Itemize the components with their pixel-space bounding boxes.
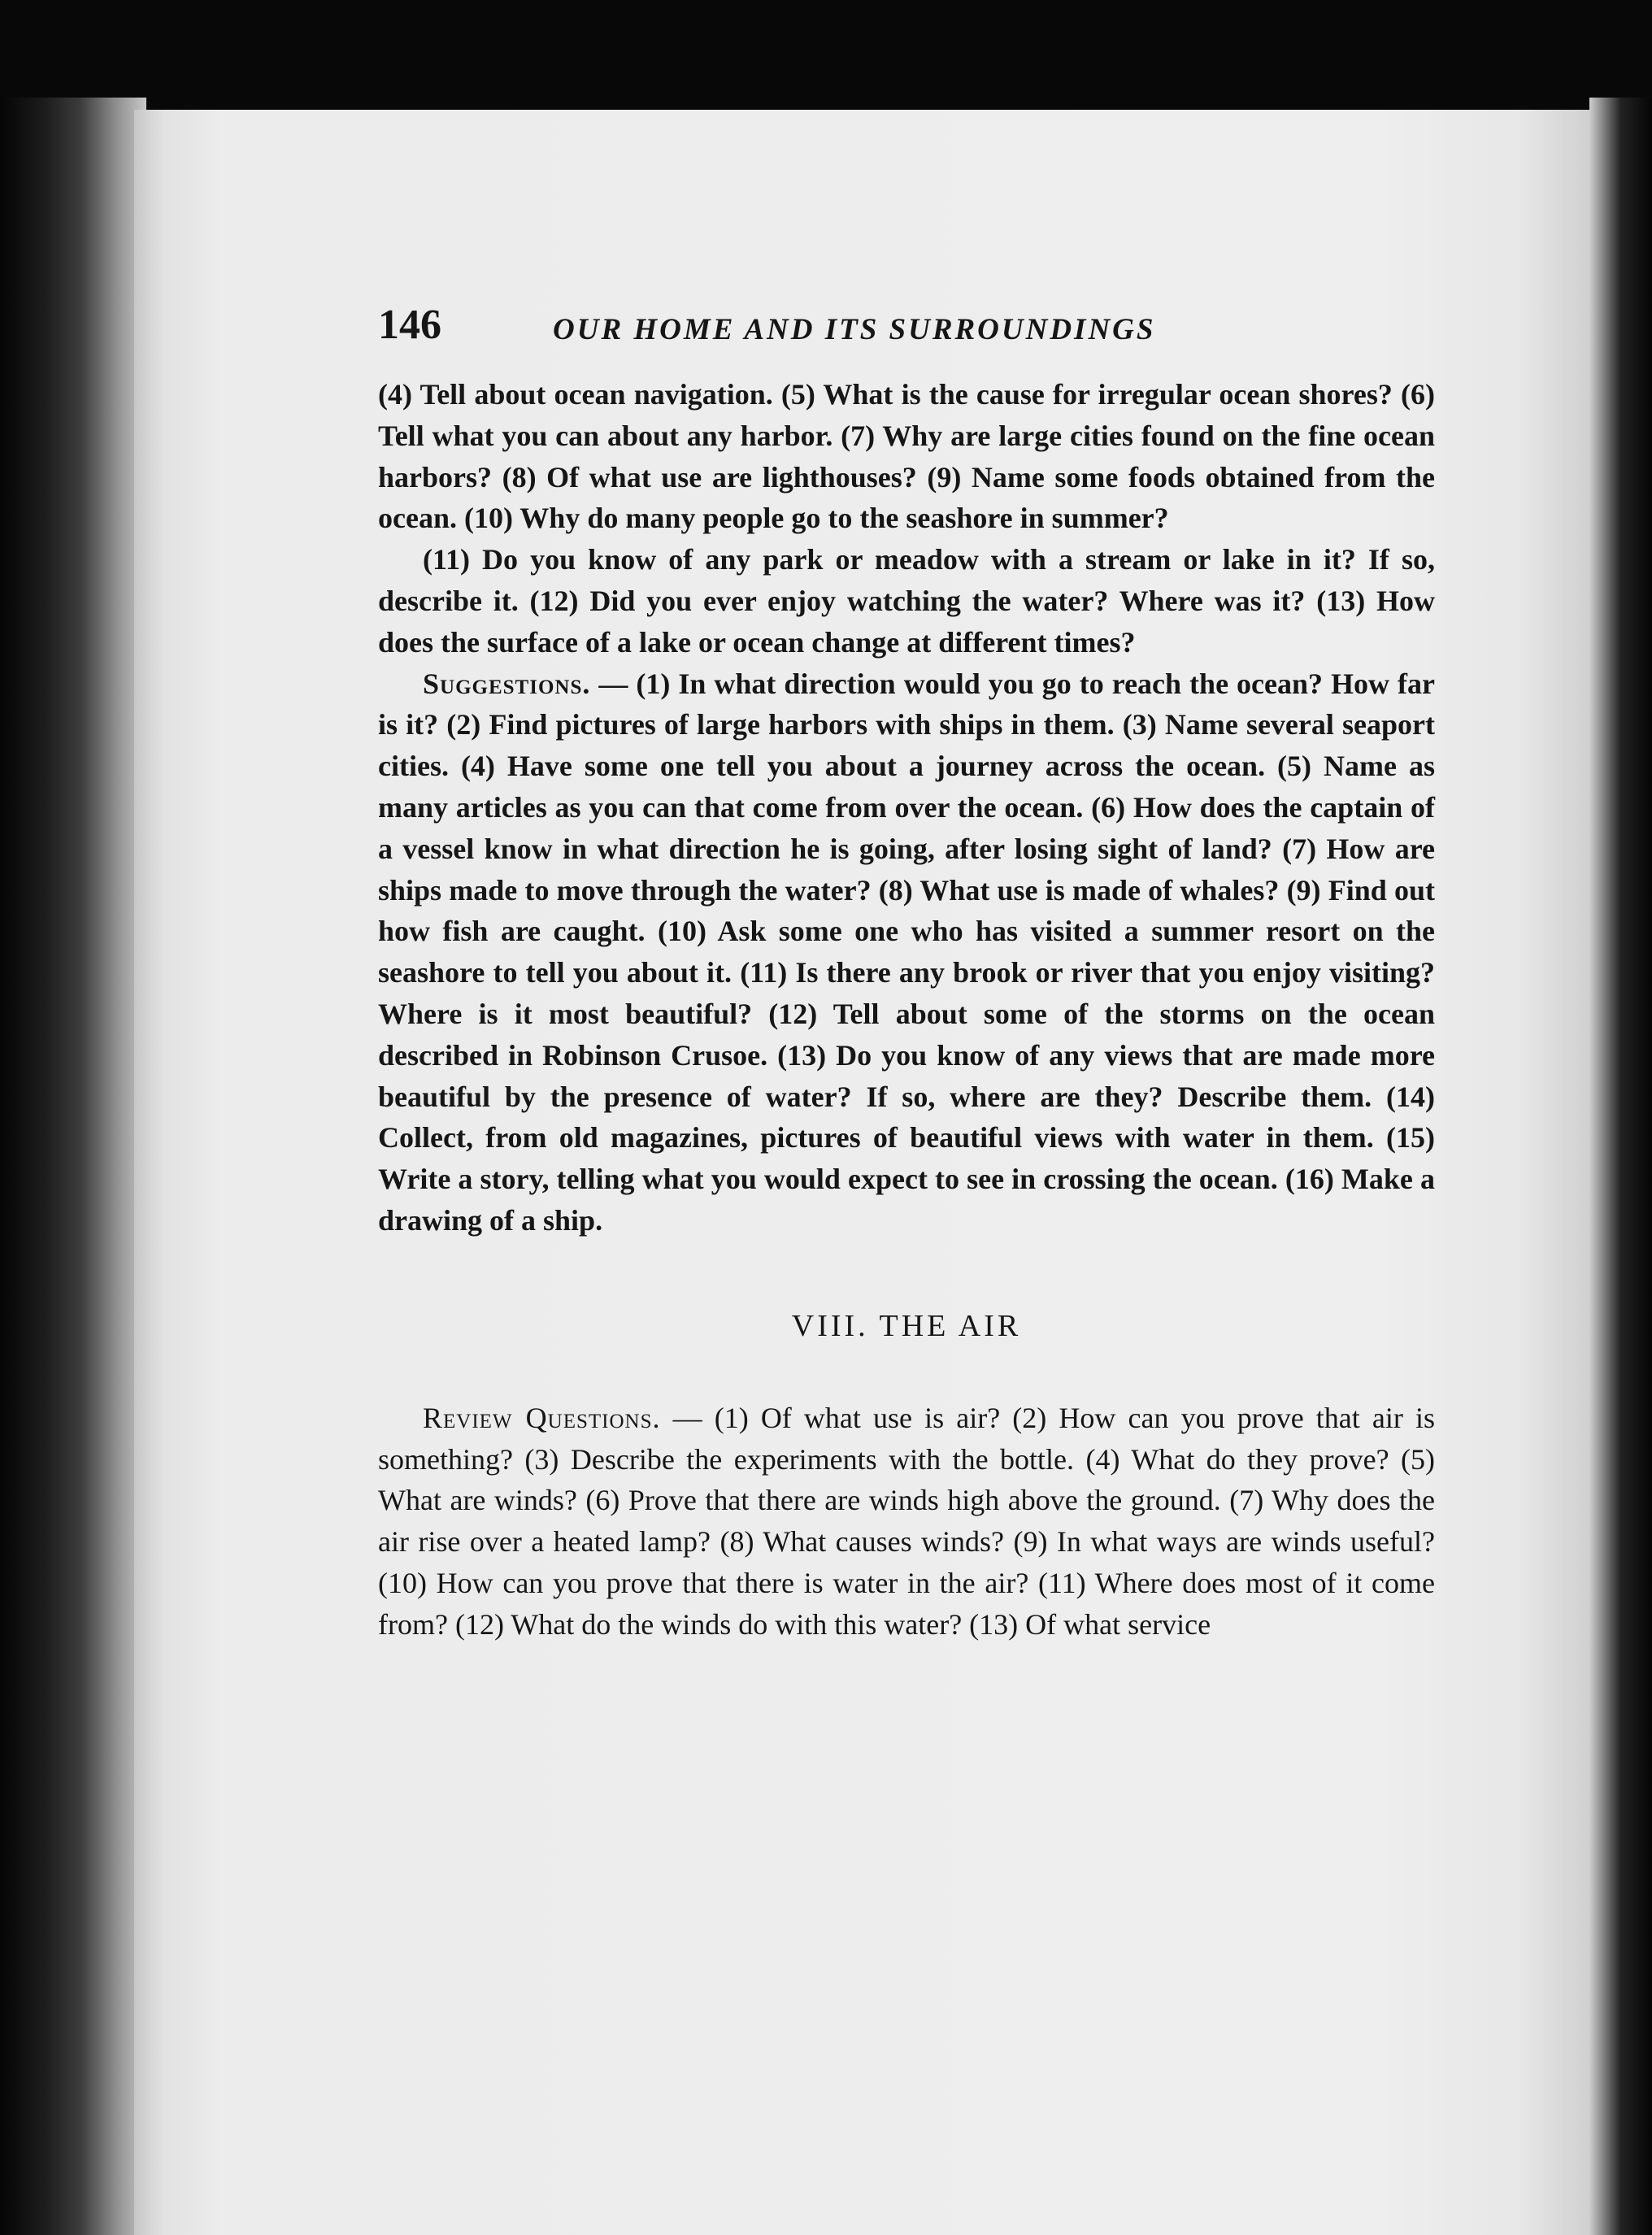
page-right-edge [1589, 98, 1652, 2235]
review-questions-text: — (1) Of what use is air? (2) How can you prove that air is something? (3) Describe the experiments with the bottle. (4) What do they prove? (5) What are winds? (6) Prove that there are winds high above the ground. (7) Why does the air rise over a heated lamp? (8) What causes winds? (9) In what ways are winds useful? (10) How can you prove that there is water in the air? (11) Where does most of it come from? (12) What do the winds do with this water? (13) Of what service [378, 1401, 1435, 1641]
suggestions-label: Suggestions. [423, 667, 591, 700]
paragraph-review-continued: (4) Tell about ocean navigation. (5) What is the cause for irregular ocean shores? (6) Tell what you can about any harbor. (7) Why are large cities found on the fine ocean harbors? (8) Of what use are lighthouses? (9) Name some foods obtained from the ocean. (10) Why do many people go to the seashore in summer? [378, 378, 1435, 535]
page-content [378, 301, 1435, 1646]
running-title: OUR HOME AND ITS SURROUNDINGS [553, 313, 1156, 346]
running-head [378, 301, 1435, 374]
paragraph-review-questions [378, 1398, 1435, 1646]
page-number: 146 [378, 302, 441, 348]
suggestions-text: — (1) In what direction would you go to reach the ocean? How far is it? (2) Find pictures of large harbors with ships in them. (3) Name several seaport cities. (4) Have some one tell you about a journey across the ocean. (5) Name as many articles as you can that come from over the ocean. (6) How does the captain of a vessel know in what direction he is going, after losing sight of land? (7) How are ships made to move through the water? (8) What use is made of whales? (9) Find out how fish are caught. (10) Ask some one who has visited a summer resort on the seashore to tell you about it. (11) Is there any brook or river that you enjoy visiting? Where is it most beautiful? (12) Tell about some of the storms on the ocean described in Robinson Crusoe. (13) Do you know of any views that are made more beautiful by the presence of water? If so, where are they? Describe them. (14) Collect, from old magazines, pictures of beautiful views with water in them. (15) Write a story, telling what you would expect to see in crossing the ocean. (16) Make a drawing of a ship. [378, 667, 1435, 1237]
book-spine-shadow [0, 98, 146, 2235]
review-questions-label: Review Questions. [423, 1401, 661, 1434]
scan-top-margin [0, 0, 1652, 110]
section-heading: VIII. THE AIR [791, 1308, 1022, 1343]
paragraph-water-questions: (11) Do you know of any park or meadow with a stream or lake in it? If so, describe it. (12) Did you ever enjoy watching the water? Where was it? (13) How does the surface of a lake or ocean change at different times? [378, 543, 1435, 659]
paragraph-suggestions [378, 663, 1435, 1241]
